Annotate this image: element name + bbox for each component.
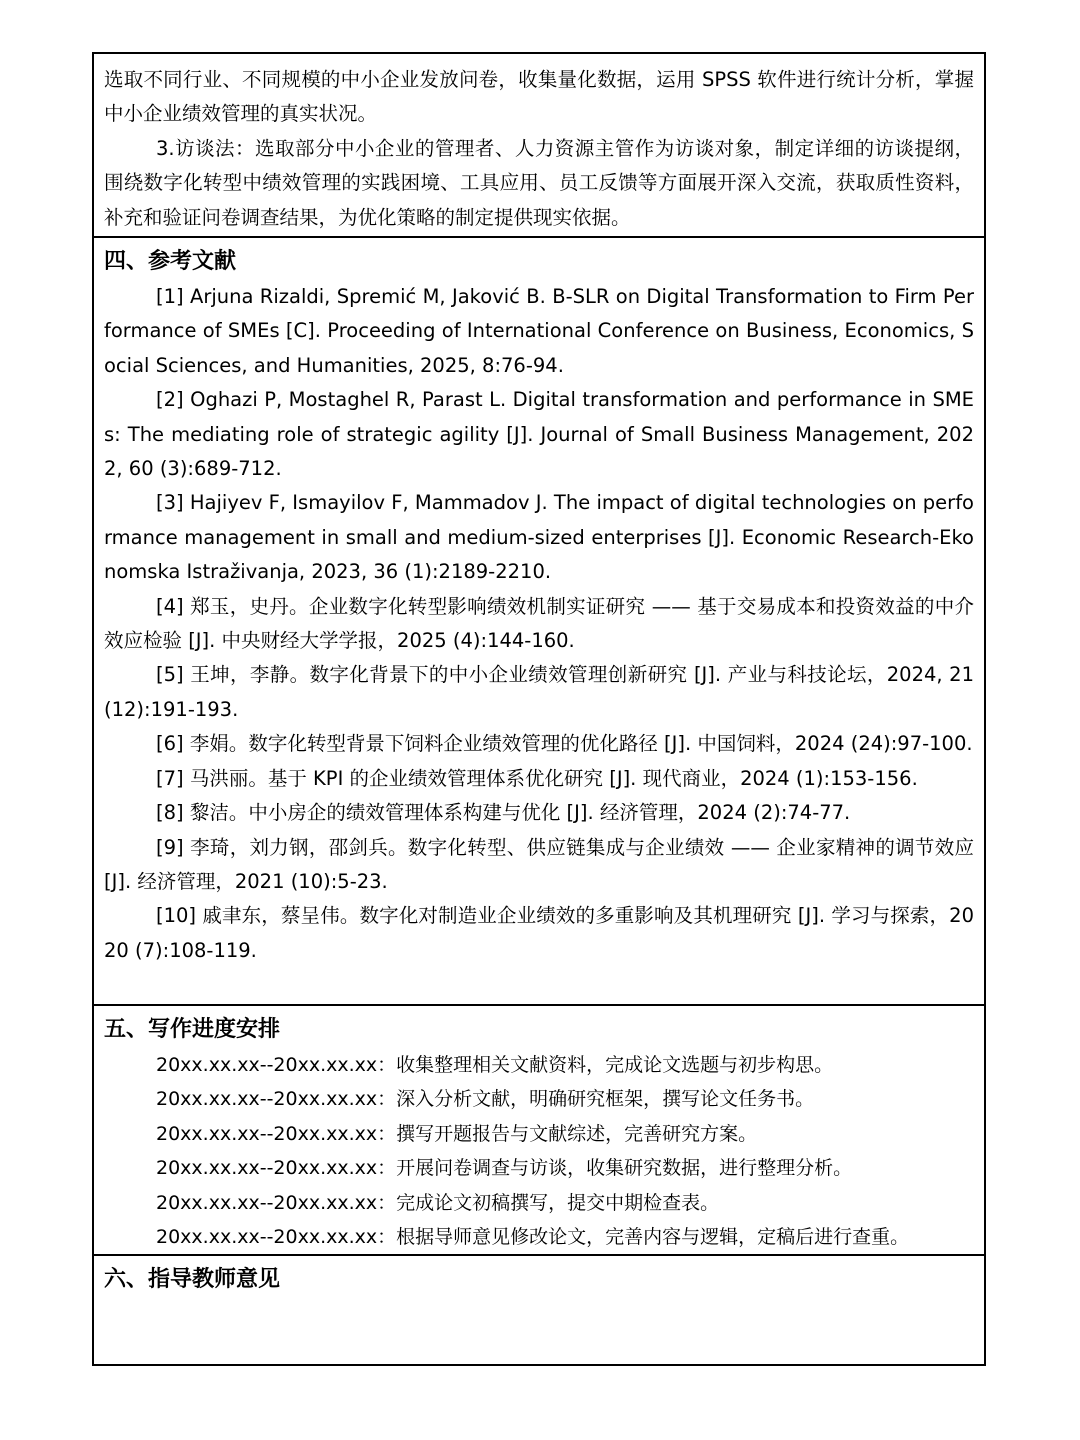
research-methods-section [94,54,984,236]
schedule-list [104,1048,974,1254]
schedule-item: 20xx.xx.xx--20xx.xx.xx：收集整理相关文献资料，完成论文选题与初步构思。 [156,1054,834,1076]
reference-item: [10] 戚聿东，蔡呈伟。数字化对制造业企业绩效的多重影响及其机理研究 [J]. 学习与探索，2020 (7):108-119. [104,904,974,962]
schedule-item: 20xx.xx.xx--20xx.xx.xx：撰写开题报告与文献综述，完善研究方案。 [156,1122,758,1145]
advisor-opinion-heading: 六、指导教师意见 [104,1267,281,1292]
reference-item: [6] 李娟。数字化转型背景下饲料企业绩效管理的优化路径 [J]. 中国饲料，2024 (24):97-100. [156,732,973,756]
reference-item: [4] 郑玉，史丹。企业数字化转型影响绩效机制实证研究 —— 基于交易成本和投资效益的中介效应检验 [J]. 中央财经大学学报，2025 (4):144-160. [104,594,974,653]
methods-paragraph: 选取不同行业、不同规模的中小企业发放问卷，收集量化数据，运用 SPSS 软件进行统计分析，掌握中小企业绩效管理的真实状况。 [104,68,974,126]
advisor-opinion-section [94,1254,984,1364]
schedule-heading: 五、写作进度安排 [104,1017,281,1042]
schedule-item: 20xx.xx.xx--20xx.xx.xx：开展问卷调查与访谈，收集研究数据，进行整理分析。 [156,1157,853,1180]
reference-item: [5] 王坤，李静。数字化背景下的中小企业绩效管理创新研究 [J]. 产业与科技论坛，2024, 21 (12):191-193. [104,663,974,721]
schedule-section [94,1004,984,1254]
reference-item: [3] Hajiyev F, Ismayilov F, Mammadov J. The impact of digital technologies on performance management in small and medium-sized enterprises [J]. Economic Research-Ekonomska Istraživanja, 2023, 36 (1):2189-2210. [104,491,974,584]
references-list [104,280,974,968]
reference-item: [9] 李琦，刘力钢，邵剑兵。数字化转型、供应链集成与企业绩效 —— 企业家精神的调节效应 [J]. 经济管理，2021 (10):5-23. [104,835,974,893]
reference-item: [8] 黎洁。中小房企的绩效管理体系构建与优化 [J]. 经济管理，2024 (2):74-77. [156,801,851,825]
reference-item: [1] Arjuna Rizaldi, Spremić M, Jaković B. B-SLR on Digital Transformation to Firm Performance of SMEs [C]. Proceeding of International Conference on Business, Economics, Social Sciences, and Humanities, 2025, 8:76-94. [104,285,974,377]
reference-item: [7] 马洪丽。基于 KPI 的企业绩效管理体系优化研究 [J]. 现代商业，2024 (1):153-156. [156,766,918,790]
references-section [94,236,984,1004]
schedule-item: 20xx.xx.xx--20xx.xx.xx：完成论文初稿撰写，提交中期检查表。 [156,1191,720,1214]
methods-paragraph: 3.访谈法：选取部分中小企业的管理者、人力资源主管作为访谈对象，制定详细的访谈提纲，围绕数字化转型中绩效管理的实践困境、工具应用、员工反馈等方面展开深入交流，获取质性资料，补充和验证问卷调查结果，为优化策略的制定提供现实依据。 [104,136,974,229]
reference-item: [2] Oghazi P, Mostaghel R, Parast L. Digital transformation and performance in SMEs: The mediating role of strategic agility [J]. Journal of Small Business Management, 2022, 60 (3):689-712. [104,388,974,481]
report-form-table [92,52,986,1366]
schedule-item: 20xx.xx.xx--20xx.xx.xx：根据导师意见修改论文，完善内容与逻辑，定稿后进行查重。 [156,1226,910,1249]
schedule-item: 20xx.xx.xx--20xx.xx.xx：深入分析文献，明确研究框架，撰写论文任务书。 [156,1088,815,1111]
references-heading: 四、参考文献 [104,249,237,274]
